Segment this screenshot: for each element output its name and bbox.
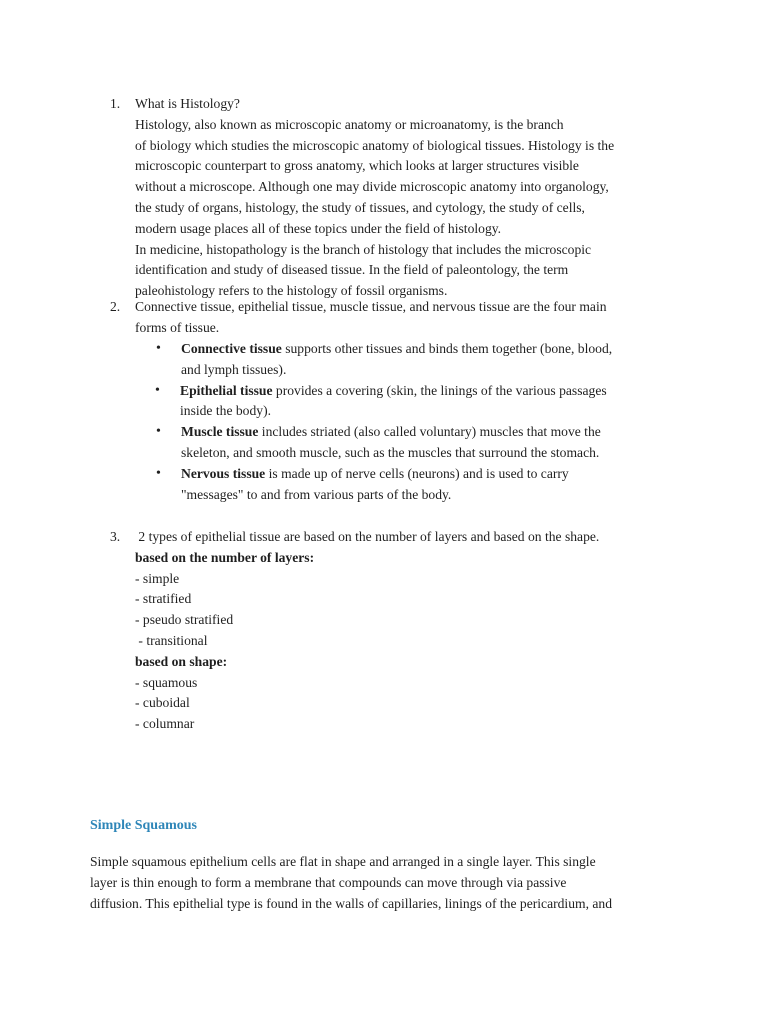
bullet-item-nervous [156,464,676,506]
bullet-text: provides a covering (skin, the linings of the various passages [272,382,607,398]
layer-type: - transitional [135,632,208,648]
text-line: Simple squamous epithelium cells are flat in shape and arranged in a single layer. This single [90,854,596,869]
section-paragraph [90,852,690,914]
shape-type: - columnar [135,716,195,732]
bullet-term: Epithelial tissue [180,382,273,398]
text-line: 2 types of epithelial tissue are based on the number of layers and based on the shape. [135,529,600,544]
bullet-text: is made up of nerve cells (neurons) and is used to carry [265,465,569,481]
text-line: paleohistology refers to the histology of fossil organisms. [135,283,448,299]
bullet-item-muscle [156,422,676,464]
list-number: 1. [110,96,121,111]
list-number: 3. [110,529,121,544]
section-heading: Simple Squamous [90,818,197,833]
subheading-layers: based on the number of layers: [135,549,315,565]
bullet-item-connective [156,339,676,381]
item-1-content [135,94,675,302]
bullet-term: Nervous tissue [181,465,266,481]
bullet-text-cont: and lymph tissues). [181,361,287,377]
text-line: without a microscope. Although one may divide microscopic anatomy into organology, [135,179,609,195]
subheading-shape: based on shape: [135,653,228,669]
bullet-text-cont: "messages" to and from various parts of the body. [181,486,452,502]
text-line: of biology which studies the microscopic anatomy of biological tissues. Histology is the [135,137,615,153]
layer-type: - stratified [135,591,192,607]
item-3-content [135,527,675,735]
text-line: Histology, also known as microscopic anatomy or microanatomy, is the branch [135,116,564,132]
bullet-icon: • [156,341,161,356]
text-line: In medicine, histopathology is the branch of histology that includes the microscopic [135,241,592,257]
bullet-item-epithelial [155,381,676,423]
bullet-term: Connective tissue [181,341,282,356]
question-title: What is Histology? [135,96,240,111]
bullet-icon: • [156,424,161,440]
text-line: Connective tissue, epithelial tissue, muscle tissue, and nervous tissue are the four main [135,299,607,314]
shape-type: - squamous [135,674,198,690]
text-line: modern usage places all of these topics under the field of histology. [135,220,502,236]
shape-type: - cuboidal [135,695,190,711]
text-line: the study of organs, histology, the study of tissues, and cytology, the study of cells, [135,199,585,215]
tissue-bullet-list [156,339,676,505]
bullet-term: Muscle tissue [181,424,259,440]
list-number: 2. [110,299,121,314]
bullet-text: includes striated (also called voluntary) muscles that move the [258,424,601,440]
bullet-text: supports other tissues and binds them together (bone, blood, [281,341,613,356]
text-line: identification and study of diseased tissue. In the field of paleontology, the term [135,262,569,278]
text-line: diffusion. This epithelial type is found in the walls of capillaries, linings of the pericardium, and [90,895,612,911]
text-line: layer is thin enough to form a membrane that compounds can move through via passive [90,874,567,890]
text-line: microscopic counterpart to gross anatomy, which looks at larger structures visible [135,158,579,174]
layer-type: - pseudo stratified [135,612,234,628]
bullet-text-cont: inside the body). [180,403,271,419]
bullet-icon: • [156,465,161,481]
layer-type: - simple [135,570,180,586]
bullet-text-cont: skeleton, and smooth muscle, such as the muscles that surround the stomach. [181,444,600,460]
item-2-content [135,297,675,339]
text-line: forms of tissue. [135,319,220,335]
bullet-icon: • [155,382,160,398]
